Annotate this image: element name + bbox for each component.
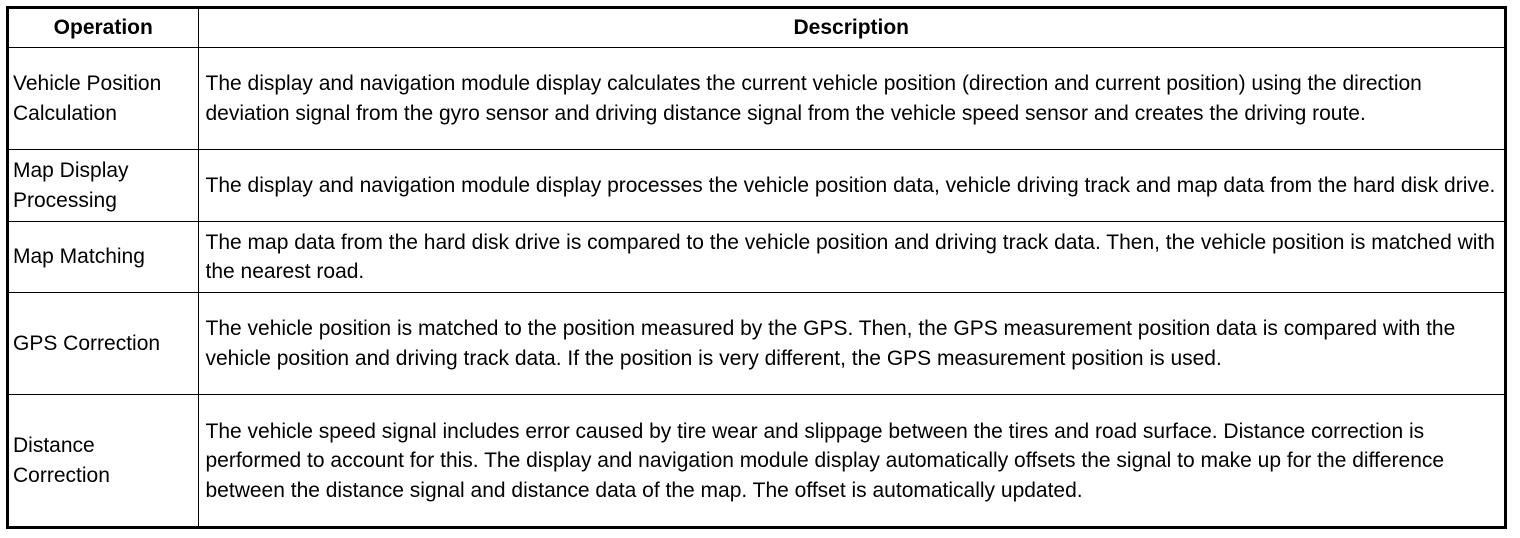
table-row: [9, 395, 1504, 527]
table-row: [9, 150, 1504, 222]
table: [9, 9, 1504, 527]
description-cell: The vehicle speed signal includes error caused by tire wear and slippage between the tires and road surface. Distance correction is performed to account for this. The display and navigation module display automatically offsets the signal to make up for the difference between the distance signal and distance data of the map. The offset is automatically updated.: [198, 395, 1504, 527]
header-operation: Operation: [9, 9, 198, 48]
table-row: [9, 222, 1504, 293]
table-header-row: [9, 9, 1504, 48]
description-cell: The vehicle position is matched to the position measured by the GPS. Then, the GPS measurement position data is compared with the vehicle position and driving track data. If the position is very different, the GPS measurement position is used.: [198, 293, 1504, 395]
operation-cell: Map Display Processing: [9, 150, 198, 222]
operation-description-table: [6, 6, 1507, 529]
description-cell: The display and navigation module display processes the vehicle position data, vehicle driving track and map data from the hard disk drive.: [198, 150, 1504, 222]
operation-cell: Vehicle Position Calculation: [9, 48, 198, 150]
operation-cell: Distance Correction: [9, 395, 198, 527]
table-row: [9, 293, 1504, 395]
operation-cell: Map Matching: [9, 222, 198, 293]
description-cell: The display and navigation module display calculates the current vehicle position (direction and current position) using the direction deviation signal from the gyro sensor and driving distance signal from the vehicle speed sensor and creates the driving route.: [198, 48, 1504, 150]
table-row: [9, 48, 1504, 150]
operation-cell: GPS Correction: [9, 293, 198, 395]
header-description: Description: [198, 9, 1504, 48]
description-cell: The map data from the hard disk drive is compared to the vehicle position and driving track data. Then, the vehicle position is matched with the nearest road.: [198, 222, 1504, 293]
